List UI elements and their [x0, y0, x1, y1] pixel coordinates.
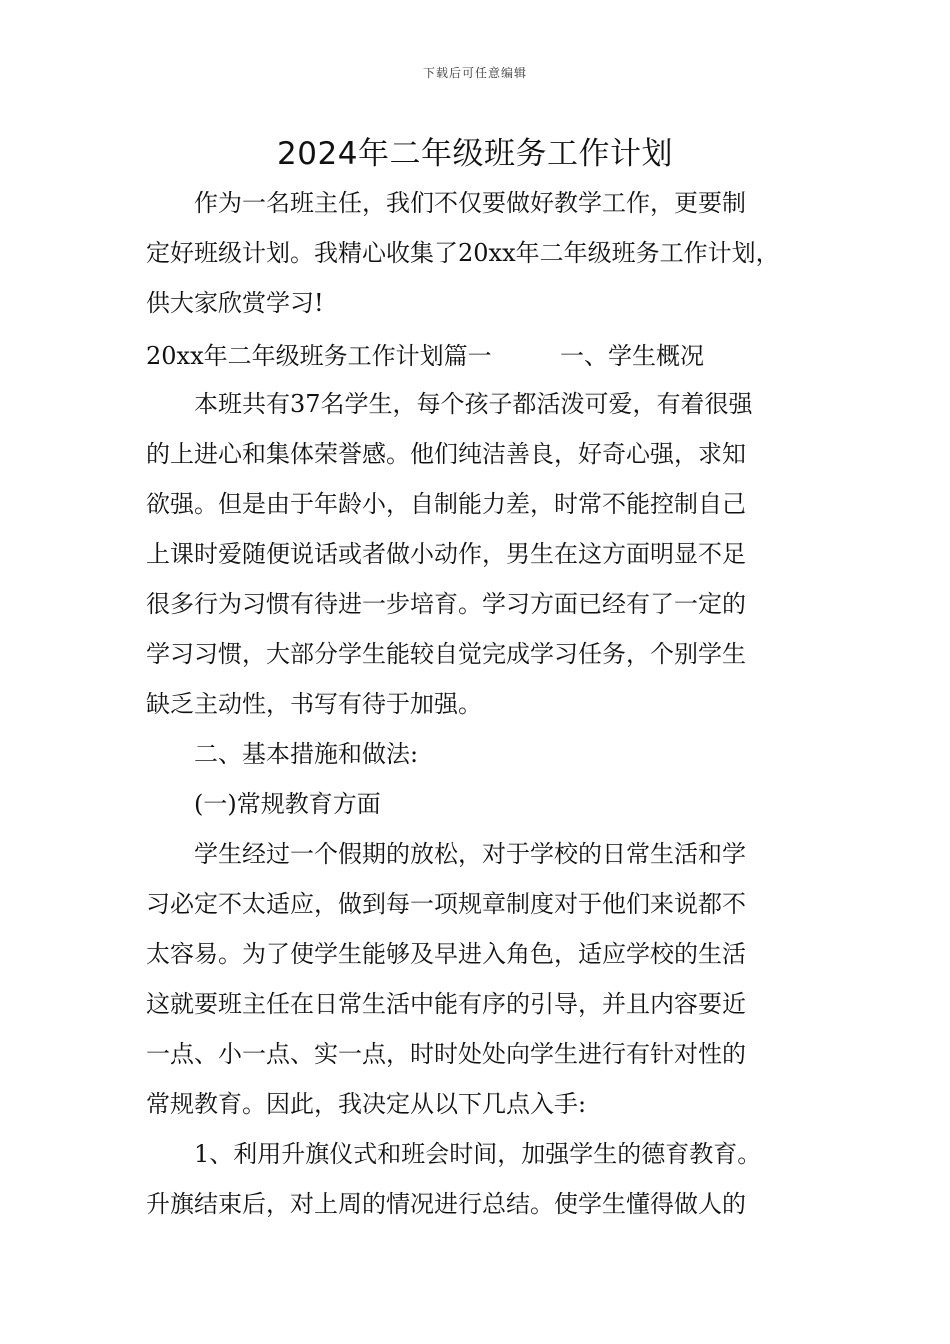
section-heading-article: 20xx年二年级班务工作计划篇一 — [146, 342, 492, 370]
paragraph-line: 的上进心和集体荣誉感。他们纯洁善良，好奇心强，求知 — [146, 440, 746, 468]
paragraph-line: 常规教育。因此，我决定从以下几点入手: — [146, 1090, 587, 1118]
paragraph-line: 太容易。为了使学生能够及早进入角色，适应学校的生活 — [146, 940, 746, 968]
document-title: 2024年二年级班务工作计划 — [277, 136, 673, 172]
paragraph-line: 供大家欣赏学习! — [146, 289, 324, 317]
paragraph-line: 上课时爱随便说话或者做小动作，男生在这方面明显不足 — [146, 540, 746, 568]
paragraph-line: 1、利用升旗仪式和班会时间，加强学生的德育教育。 — [194, 1140, 762, 1168]
paragraph-line: 很多行为习惯有待进一步培育。学习方面已经有了一定的 — [146, 590, 746, 618]
paragraph-line: 这就要班主任在日常生活中能有序的引导，并且内容要近 — [146, 990, 746, 1018]
paragraph-line: 缺乏主动性，书写有待于加强。 — [146, 690, 482, 718]
paragraph-line: 定好班级计划。我精心收集了20xx年二年级班务工作计划， — [146, 239, 780, 267]
paragraph-line: 作为一名班主任，我们不仅要做好教学工作，更要制 — [194, 189, 746, 217]
section-heading-measures: 二、基本措施和做法: — [194, 740, 419, 768]
paragraph-line: 学生经过一个假期的放松，对于学校的日常生活和学 — [194, 840, 746, 868]
header-note: 下载后可任意编辑 — [422, 66, 527, 80]
section-heading-students: 一、学生概况 — [560, 342, 704, 370]
paragraph-line: 一点、小一点、实一点，时时处处向学生进行有针对性的 — [146, 1040, 746, 1068]
paragraph-line: 习必定不太适应，做到每一项规章制度对于他们来说都不 — [146, 890, 746, 918]
paragraph-line: 升旗结束后，对上周的情况进行总结。使学生懂得做人的 — [146, 1190, 746, 1218]
paragraph-line: 欲强。但是由于年龄小，自制能力差，时常不能控制自己 — [146, 490, 746, 518]
subsection-heading: (一)常规教育方面 — [194, 790, 381, 818]
paragraph-line: 本班共有37名学生，每个孩子都活泼可爱，有着很强 — [194, 390, 753, 418]
paragraph-line: 学习习惯，大部分学生能较自觉完成学习任务，个别学生 — [146, 640, 746, 668]
